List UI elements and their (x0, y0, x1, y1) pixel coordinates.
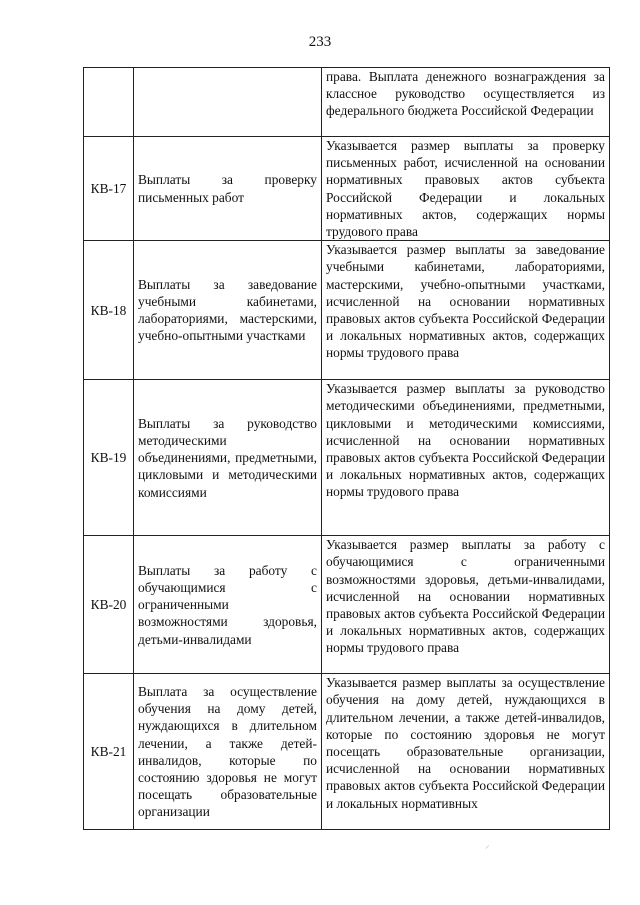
row-name: Выплаты за проверку письменных работ (134, 137, 322, 241)
row-description: Указывается размер выплаты за осуществление обучения на дому детей, нуждающихся в длительном лечении, а также детей-инвалидов, которые по состоянию здоровья не могут посещать образовательные организации, исчисленной на основании нормативных правовых актов субъекта Российской Федерации и локальных нормативных (322, 674, 610, 830)
pen-mark-icon: ⸝ (485, 840, 490, 850)
row-code: КВ-20 (84, 536, 134, 674)
table-row (84, 241, 610, 380)
table-row (84, 536, 610, 674)
table-row (84, 137, 610, 241)
payments-table (83, 67, 610, 830)
row-code: КВ-18 (84, 241, 134, 380)
row-description: Указывается размер выплаты за проверку письменных работ, исчисленной на основании нормативных правовых актов субъекта Российской Федерации и локальных нормативных актов, содержащих нормы трудового права (322, 137, 610, 241)
row-name: Выплаты за руководство методическими объединениями, предметными, цикловыми и методическими комиссиями (134, 380, 322, 536)
row-name: Выплата за осуществление обучения на дому детей, нуждающихся в длительном лечении, а также детей-инвалидов, которые по состоянию здоровья не могут посещать образовательные организации (134, 674, 322, 830)
row-description: Указывается размер выплаты за заведование учебными кабинетами, лабораториями, мастерскими, учебно-опытными участками, исчисленной на основании нормативных правовых актов субъекта Российской Федерации и локальных нормативных актов, содержащих нормы трудового права (322, 241, 610, 380)
row-name (134, 68, 322, 137)
row-code (84, 68, 134, 137)
row-description: Указывается размер выплаты за руководство методическими объединениями, предметными, цикловыми и методическими комиссиями, исчисленной на основании нормативных правовых актов субъекта Российской Федерации и локальных нормативных актов, содержащих нормы трудового права (322, 380, 610, 536)
row-code: КВ-21 (84, 674, 134, 830)
page-number: 233 (308, 34, 332, 50)
row-code: КВ-17 (84, 137, 134, 241)
table-row (84, 380, 610, 536)
row-name: Выплаты за работу с обучающимися с ограниченными возможностями здоровья, детьми-инвалидами (134, 536, 322, 674)
row-description: Указывается размер выплаты за работу с обучающимися с ограниченными возможностями здоровья, детьми-инвалидами, исчисленной на основании нормативных правовых актов субъекта Российской Федерации и локальных нормативных актов, содержащих нормы трудового права (322, 536, 610, 674)
row-description: права. Выплата денежного вознаграждения за классное руководство осуществляется из федерального бюджета Российской Федерации (322, 68, 610, 137)
table-row (84, 674, 610, 830)
row-name: Выплаты за заведование учебными кабинетами, лабораториями, мастерскими, учебно-опытными участками (134, 241, 322, 380)
table-row (84, 68, 610, 137)
row-code: КВ-19 (84, 380, 134, 536)
